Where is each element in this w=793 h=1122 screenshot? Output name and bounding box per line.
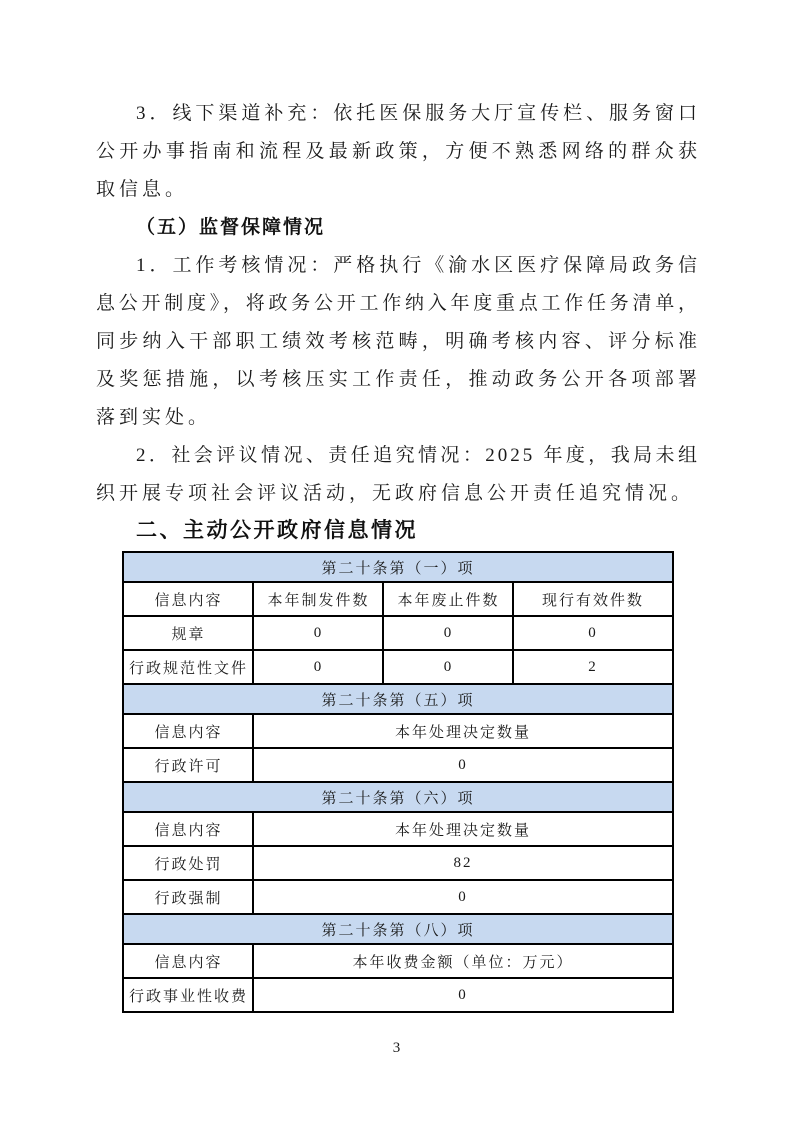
table-row [123, 978, 672, 1012]
text-line: 3．线下渠道补充：依托医保服务大厅宣传栏、服务窗口 [136, 103, 700, 124]
table-cell: 82 [253, 846, 672, 880]
table-section-header-row [123, 914, 672, 944]
disclosure-statistics-table [122, 551, 673, 1013]
text-line: 取信息。 [96, 179, 189, 200]
text-line: 2．社会评议情况、责任追究情况：2025 年度，我局未组 [136, 445, 700, 466]
document-content [96, 95, 700, 1013]
text-line: 1．工作考核情况：严格执行《渝水区医疗保障局政务信 [136, 255, 700, 276]
table-section-header: 第二十条第（一）项 [123, 552, 672, 582]
text-line: 织开展专项社会评议活动，无政府信息公开责任追究情况。 [96, 483, 695, 504]
text-line: 及奖惩措施，以考核压实工作责任，推动政务公开各项部署 [96, 369, 700, 390]
table-row [123, 944, 672, 978]
section-heading-sub: （五）监督保障情况 [136, 217, 326, 238]
table-cell: 0 [253, 616, 383, 650]
table-cell: 本年处理决定数量 [253, 714, 672, 748]
table-row [123, 748, 672, 782]
table-row [123, 846, 672, 880]
table-section-header-row [123, 552, 672, 582]
table-row [123, 880, 672, 914]
paragraph [96, 247, 700, 437]
paragraph [96, 437, 700, 513]
table-cell: 现行有效件数 [513, 582, 672, 616]
table-cell: 规章 [123, 616, 253, 650]
table-cell: 信息内容 [123, 944, 253, 978]
table-row [123, 616, 672, 650]
table-cell: 行政许可 [123, 748, 253, 782]
table-cell: 行政事业性收费 [123, 978, 253, 1012]
table-cell: 信息内容 [123, 714, 253, 748]
table-cell: 信息内容 [123, 582, 253, 616]
table-row [123, 812, 672, 846]
table-section-header: 第二十条第（五）项 [123, 684, 672, 714]
table-cell: 行政规范性文件 [123, 650, 253, 684]
table-row [123, 582, 672, 616]
table-cell: 本年处理决定数量 [253, 812, 672, 846]
section-heading-main: 二、主动公开政府信息情况 [136, 519, 418, 542]
text-line: 同步纳入干部职工绩效考核范畴，明确考核内容、评分标准 [96, 331, 700, 352]
page-number: 3 [392, 1040, 401, 1056]
table-cell: 0 [253, 650, 383, 684]
table-cell: 行政处罚 [123, 846, 253, 880]
text-line: 落到实处。 [96, 407, 212, 428]
table-cell: 0 [383, 616, 513, 650]
table-cell: 信息内容 [123, 812, 253, 846]
table-cell: 0 [253, 978, 672, 1012]
table-cell: 0 [513, 616, 672, 650]
table-cell: 行政强制 [123, 880, 253, 914]
paragraph [96, 95, 700, 209]
text-line: 息公开制度》，将政务公开工作纳入年度重点工作任务清单， [96, 293, 700, 314]
text-line: 公开办事指南和流程及最新政策，方便不熟悉网络的群众获 [96, 141, 700, 162]
table-section-header: 第二十条第（六）项 [123, 782, 672, 812]
table-cell: 0 [383, 650, 513, 684]
table-row [123, 714, 672, 748]
table-cell: 本年收费金额（单位：万元） [253, 944, 672, 978]
table-section-header-row [123, 782, 672, 812]
table-cell: 本年废止件数 [383, 582, 513, 616]
table-row [123, 650, 672, 684]
table-section-header-row [123, 684, 672, 714]
table-cell: 0 [253, 748, 672, 782]
table-cell: 0 [253, 880, 672, 914]
table-cell: 2 [513, 650, 672, 684]
table-section-header: 第二十条第（八）项 [123, 914, 672, 944]
table-body [123, 552, 672, 1012]
table-cell: 本年制发件数 [253, 582, 383, 616]
